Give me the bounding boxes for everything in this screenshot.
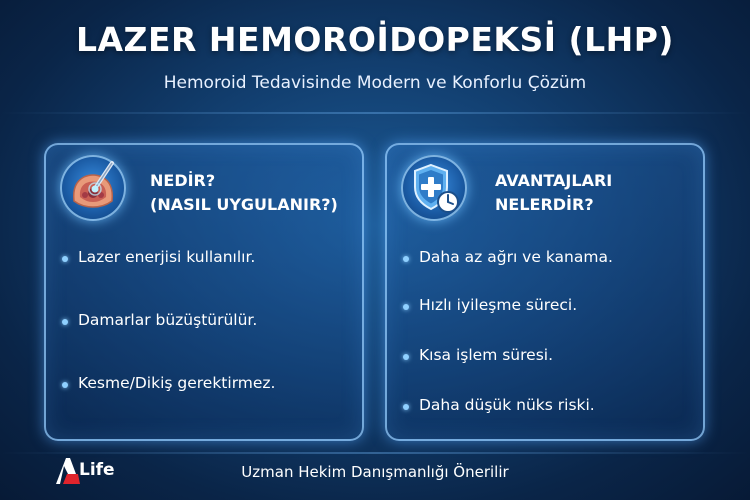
shield-plus-clock-icon [401,155,467,221]
list-item-text: Kesme/Dikiş gerektirmez. [78,374,276,392]
list-item [62,311,257,329]
list-item [403,248,613,266]
right-heading-line2: NELERDİR? [495,195,594,214]
list-item [403,296,577,314]
right-heading-line1: AVANTAJLARI [495,171,613,190]
list-item [403,396,595,414]
list-item [403,346,553,364]
footer-note: Uzman Hekim Danışmanlığı Önerilir [241,463,509,481]
page-subtitle: Hemoroid Tedavisinde Modern ve Konforlu Çözüm [163,73,587,93]
bullet-icon [403,304,409,310]
list-item-text: Lazer enerjisi kullanılır. [78,248,256,266]
bullet-icon [403,256,409,262]
decorative-glow-line [0,452,750,454]
list-item-text: Damarlar büzüştürülür. [78,311,258,329]
bullet-icon [403,404,409,410]
bullet-icon [62,382,68,388]
list-item-text: Daha düşük nüks riski. [419,396,595,414]
list-item [62,374,276,392]
left-panel-heading [150,169,338,217]
bullet-icon [403,354,409,360]
decorative-glow-line [0,112,750,114]
laser-treatment-icon [60,155,126,221]
advantages-panel [385,143,705,441]
list-item-text: Hızlı iyileşme süreci. [419,296,578,314]
list-item-text: Kısa işlem süresi. [419,346,553,364]
list-item-text: Daha az ağrı ve kanama. [419,248,613,266]
list-item [62,248,255,266]
left-heading-line1: NEDİR? [150,171,216,190]
what-is-it-panel [44,143,364,441]
left-heading-line2: (NASIL UYGULANIR?) [150,195,338,214]
page-title: LAZER HEMOROİDOPEKSİ (LHP) [75,20,674,59]
bullet-icon [62,319,68,325]
right-panel-heading [495,169,612,217]
bullet-icon [62,256,68,262]
logo-text: Life [79,460,115,480]
